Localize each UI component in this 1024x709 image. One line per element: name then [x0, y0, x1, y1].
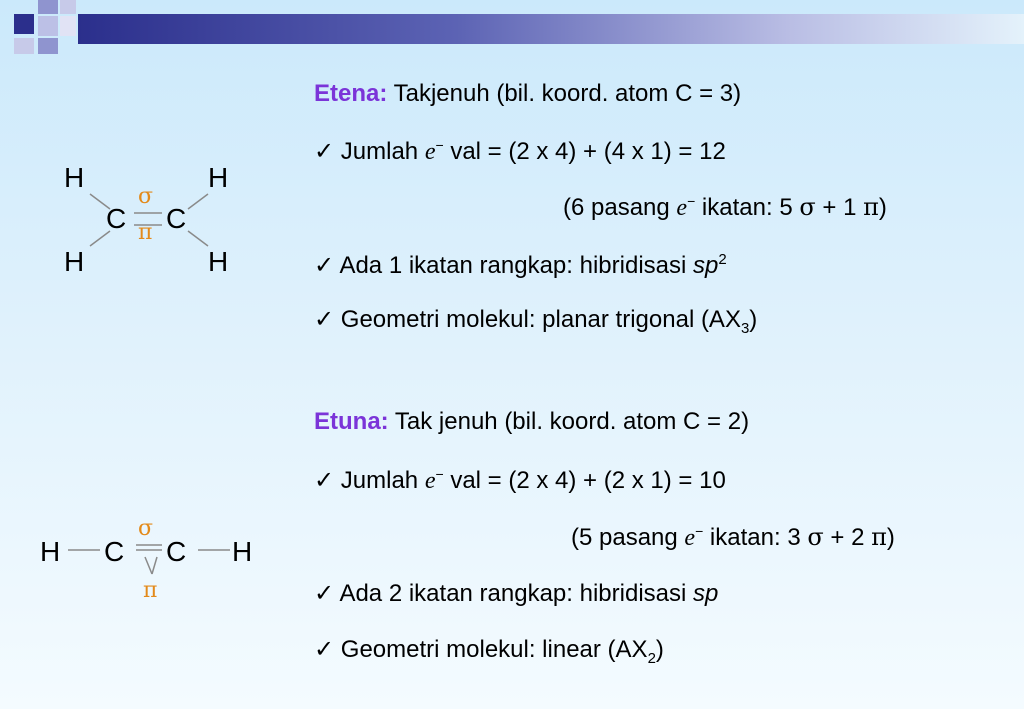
etena-pi-label: π	[138, 220, 153, 245]
etuna-c-left: C	[104, 536, 125, 567]
etuna-description: Tak jenuh (bil. koord. atom C = 2)	[388, 408, 750, 435]
sigma-symbol: σ	[799, 193, 816, 221]
ax-subscript: 3	[740, 319, 750, 337]
etena-hybridization	[314, 252, 727, 278]
electron-charge: −	[687, 193, 696, 209]
etena-h-top-right: H	[208, 162, 229, 193]
text: ikatan: 5	[695, 194, 800, 221]
etena-title-line	[314, 82, 741, 106]
etena-sigma-label: σ	[138, 184, 154, 209]
text: + 2	[823, 524, 872, 551]
etena-geometry	[314, 308, 757, 336]
text: )	[749, 306, 758, 333]
etena-h-top-left: H	[64, 162, 85, 193]
hybrid-sp: sp	[693, 252, 719, 279]
etena-h-bottom-right: H	[208, 246, 229, 277]
etena-bond-pairs	[563, 194, 887, 220]
text: val = (2 x 4) + (2 x 1) = 10	[443, 467, 726, 494]
etuna-h-left: H	[40, 536, 61, 567]
electron-symbol: e	[676, 195, 688, 221]
ax-subscript: 2	[647, 649, 656, 667]
text: Geometri molekul: linear (AX	[334, 636, 648, 663]
etuna-geometry	[314, 638, 664, 666]
etena-h-bottom-left: H	[64, 246, 85, 277]
etena-electron-count	[314, 138, 726, 164]
etuna-electron-count	[314, 467, 726, 493]
text: + 1	[815, 194, 864, 221]
check-icon: ✓	[314, 580, 335, 607]
etuna-sigma-label: σ	[138, 516, 154, 541]
etuna-title-line	[314, 410, 749, 434]
text: Jumlah	[334, 467, 425, 494]
etuna-c-right: C	[166, 536, 187, 567]
etena-description: Takjenuh (bil. koord. atom C = 3)	[387, 80, 742, 107]
pi-symbol: π	[871, 523, 887, 551]
text: (5 pasang	[571, 524, 685, 551]
text: Geometri molekul: planar trigonal (AX	[334, 306, 741, 333]
electron-symbol: e	[424, 468, 436, 494]
etuna-bond-pairs	[571, 524, 895, 550]
electron-charge: −	[695, 523, 704, 539]
etuna-pi-label: π	[143, 578, 158, 603]
check-icon: ✓	[314, 467, 335, 494]
pi-symbol: π	[863, 193, 879, 221]
etena-c-left: C	[106, 203, 127, 234]
text: Ada 2 ikatan rangkap: hibridisasi	[334, 580, 693, 607]
check-icon: ✓	[314, 252, 335, 279]
electron-symbol: e	[684, 525, 696, 551]
text: Ada 1 ikatan rangkap: hibridisasi	[334, 252, 693, 279]
text: )	[886, 524, 895, 551]
electron-symbol: e	[424, 139, 436, 165]
etena-heading: Etena:	[314, 80, 388, 107]
text: (6 pasang	[563, 194, 677, 221]
text: val = (2 x 4) + (4 x 1) = 12	[443, 138, 726, 165]
etena-c-right: C	[166, 203, 187, 234]
text: )	[878, 194, 887, 221]
check-icon: ✓	[314, 138, 335, 165]
electron-charge: −	[435, 137, 444, 153]
sigma-symbol: σ	[807, 523, 824, 551]
electron-charge: −	[435, 466, 444, 482]
text: Jumlah	[334, 138, 425, 165]
check-icon: ✓	[314, 636, 335, 663]
etuna-heading: Etuna:	[314, 408, 389, 435]
hybrid-sp: sp	[693, 580, 719, 607]
text: ikatan: 3	[703, 524, 808, 551]
etuna-hybridization	[314, 582, 718, 606]
hybrid-superscript: 2	[718, 251, 727, 268]
check-icon: ✓	[314, 306, 335, 333]
text: )	[655, 636, 664, 663]
etuna-h-right: H	[232, 536, 253, 567]
